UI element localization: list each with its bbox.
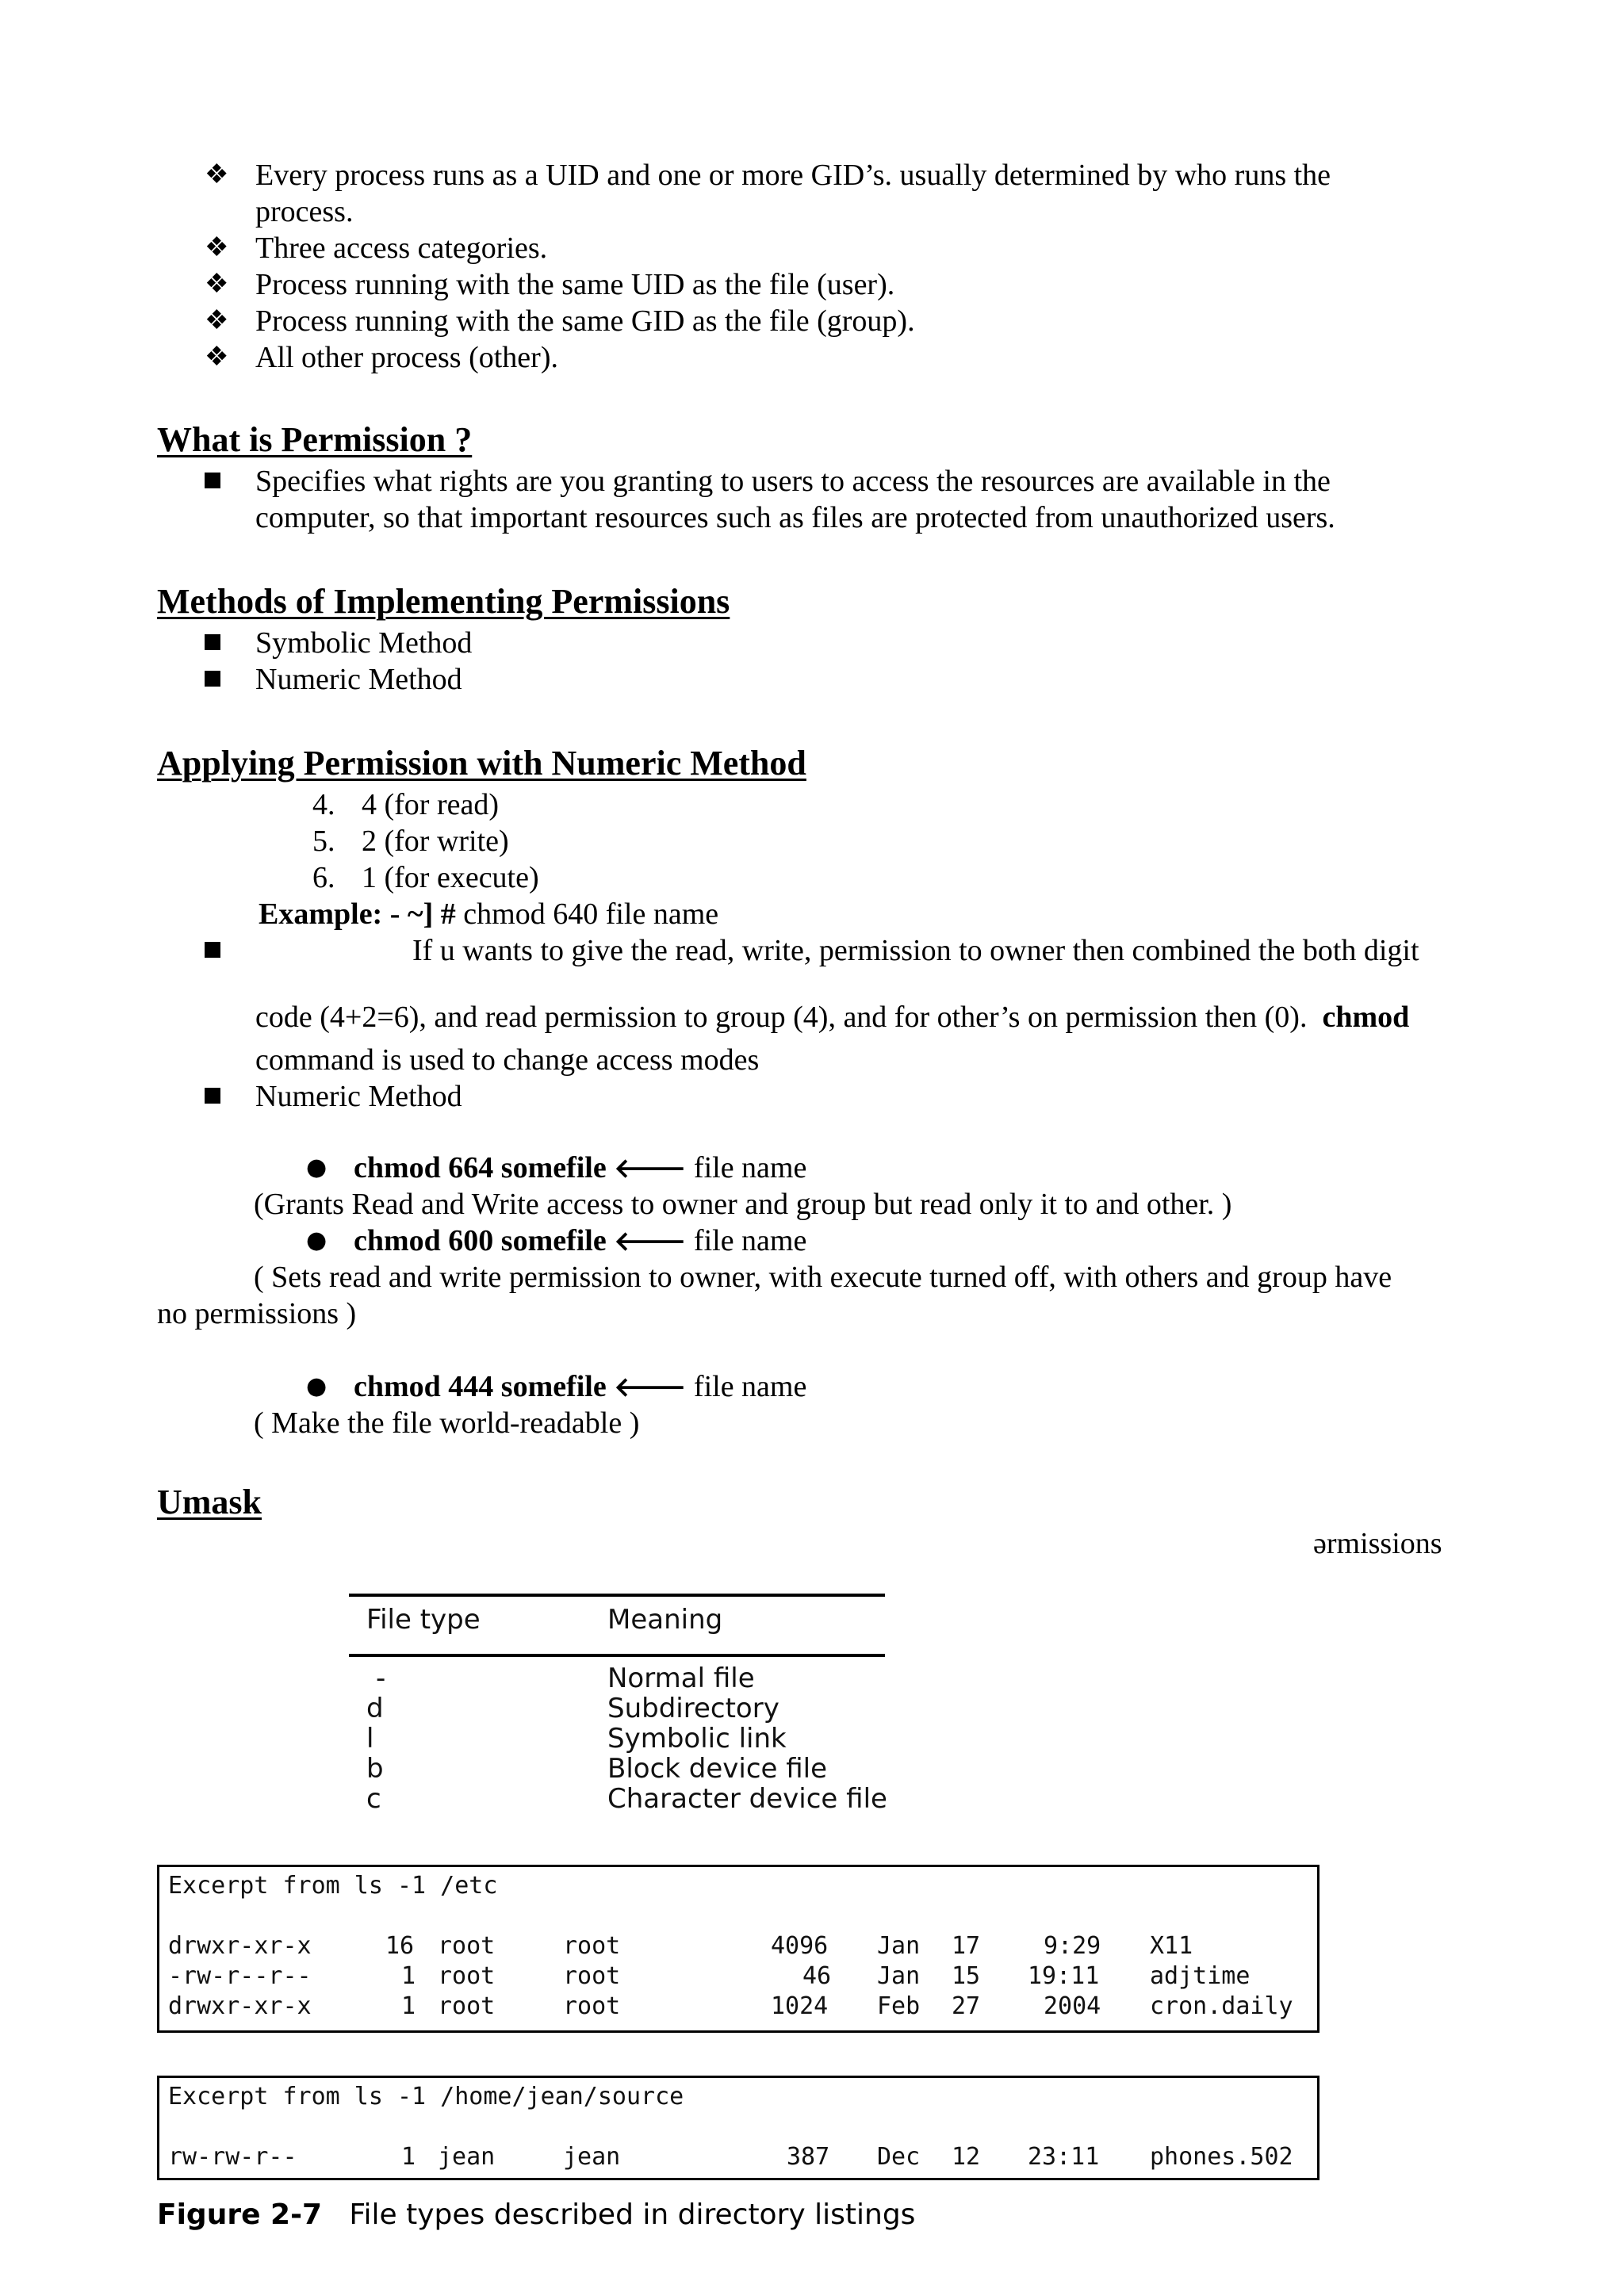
- numbered-index: 4.: [312, 788, 335, 821]
- listing-cell-size: 387: [787, 2143, 830, 2171]
- chmod-example-suffix: file name: [693, 1151, 807, 1184]
- listing-etc-title: Excerpt from ls -1 /etc: [168, 1872, 498, 1900]
- listing-cell-links: 1: [401, 1962, 416, 1990]
- square-bullet-icon: [205, 625, 220, 661]
- section-heading-permission: What is Permission ?: [157, 420, 473, 459]
- listing-cell-group: root: [563, 1962, 621, 1990]
- diamond-bullet-icon: ❖: [205, 306, 229, 335]
- round-bullet-icon: ●: [306, 1372, 327, 1400]
- round-bullet-icon: ●: [306, 1154, 327, 1181]
- listing-cell-time: 9:29: [1044, 1932, 1101, 1960]
- chmod-example-description: (Grants Read and Write access to owner and group but read only it to and other. ): [254, 1188, 1232, 1221]
- figure-caption-text: File types described in directory listings: [349, 2198, 916, 2231]
- listing-cell-owner: jean: [438, 2143, 496, 2171]
- listing-cell-perms: drwxr-xr-x: [168, 1932, 312, 1960]
- listing-cell-day: 17: [952, 1932, 981, 1960]
- method-item: Symbolic Method: [255, 626, 473, 660]
- table-cell-file-type: l: [366, 1723, 374, 1755]
- intro-bullet-text: Process running with the same GID as the file (group).: [255, 304, 915, 338]
- figure-caption: [157, 2198, 915, 2233]
- listing-cell-month: Dec: [877, 2143, 921, 2171]
- chmod-example: [354, 1368, 806, 1406]
- square-bullet-icon: [205, 463, 220, 499]
- listing-cell-owner: root: [438, 1962, 496, 1990]
- permission-text: computer, so that important resources such as files are protected from unauthorized users.: [255, 501, 1335, 534]
- table-cell-meaning: Block device file: [607, 1753, 828, 1785]
- diamond-bullet-icon: ❖: [205, 342, 229, 372]
- listing-cell-time: 2004: [1044, 1992, 1101, 2020]
- listing-cell-perms: rw-rw-r--: [168, 2143, 297, 2171]
- table-header-meaning: Meaning: [607, 1604, 723, 1636]
- intro-bullet-text: process.: [255, 195, 354, 228]
- table-cell-meaning: Subdirectory: [607, 1693, 779, 1724]
- umask-partial-text: ərmissions: [1313, 1527, 1442, 1560]
- diamond-bullet-icon: ❖: [205, 270, 229, 299]
- listing-cell-links: 16: [385, 1932, 415, 1960]
- table-cell-meaning: Normal file: [607, 1663, 755, 1694]
- section-heading-umask: Umask: [157, 1483, 262, 1521]
- diamond-bullet-icon: ❖: [205, 160, 229, 189]
- numeric-method-item: Numeric Method: [255, 1080, 462, 1113]
- chmod-example-command: chmod 444 somefile: [354, 1370, 607, 1403]
- chmod-example-suffix: file name: [693, 1370, 807, 1403]
- listing-cell-perms: -rw-r--r--: [168, 1962, 312, 1990]
- section-heading-methods: Methods of Implementing Permissions: [157, 582, 730, 621]
- numeric-paragraph: If u wants to give the read, write, permission to owner then combined the both digit: [412, 934, 1419, 967]
- left-arrow-icon: 🡐: [614, 1226, 687, 1257]
- listing-cell-group: root: [563, 1992, 621, 2020]
- listing-source-title: Excerpt from ls -1 /home/jean/source: [168, 2083, 684, 2110]
- table-cell-file-type: d: [366, 1693, 384, 1724]
- listing-cell-owner: root: [438, 1932, 496, 1960]
- example-line: [259, 896, 718, 932]
- numbered-item: 2 (for write): [362, 825, 509, 858]
- numeric-paragraph-text: code (4+2=6), and read permission to group (4), and for other’s on permission then (0).: [255, 1001, 1308, 1034]
- listing-cell-name: phones.502: [1150, 2143, 1293, 2171]
- chmod-example-command: chmod 600 somefile: [354, 1224, 607, 1257]
- table-header-file-type: File type: [366, 1604, 481, 1636]
- listing-cell-size: 46: [802, 1962, 832, 1990]
- square-bullet-icon: [205, 932, 220, 969]
- chmod-example-description: no permissions ): [157, 1297, 357, 1330]
- chmod-example-command: chmod 664 somefile: [354, 1151, 607, 1184]
- listing-cell-day: 15: [952, 1962, 981, 1990]
- intro-bullet-text: All other process (other).: [255, 341, 558, 374]
- diamond-bullet-icon: ❖: [205, 233, 229, 262]
- permission-text: Specifies what rights are you granting to users to access the resources are available in the: [255, 465, 1331, 498]
- table-cell-meaning: Character device file: [607, 1783, 887, 1815]
- numbered-index: 6.: [312, 861, 335, 894]
- listing-cell-links: 1: [401, 1992, 416, 2020]
- figure-caption-label: Figure 2-7: [157, 2198, 323, 2231]
- chmod-keyword: chmod: [1322, 1001, 1410, 1034]
- intro-bullet-text: Every process runs as a UID and one or more GID’s. usually determined by who runs the: [255, 159, 1331, 192]
- listing-cell-name: adjtime: [1150, 1962, 1251, 1990]
- listing-cell-month: Feb: [877, 1992, 921, 2020]
- numeric-paragraph: [255, 999, 1409, 1035]
- table-cell-file-type: c: [366, 1783, 381, 1815]
- chmod-example: [354, 1223, 806, 1260]
- listing-cell-month: Jan: [877, 1932, 921, 1960]
- listing-cell-day: 12: [952, 2143, 981, 2171]
- chmod-example: [354, 1150, 806, 1187]
- chmod-example-suffix: file name: [693, 1224, 807, 1257]
- numeric-paragraph: command is used to change access modes: [255, 1043, 760, 1077]
- listing-cell-size: 1024: [771, 1992, 829, 2020]
- listing-cell-name: X11: [1150, 1932, 1193, 1960]
- example-command: chmod 640 file name: [455, 897, 719, 931]
- round-bullet-icon: ●: [306, 1226, 327, 1254]
- table-cell-file-type: b: [366, 1753, 384, 1785]
- method-item: Numeric Method: [255, 663, 462, 696]
- numbered-index: 5.: [312, 825, 335, 858]
- left-arrow-icon: 🡐: [614, 1372, 687, 1403]
- chmod-example-description: ( Make the file world-readable ): [254, 1406, 640, 1440]
- listing-cell-owner: root: [438, 1992, 496, 2020]
- table-top-rule: [349, 1594, 885, 1597]
- square-bullet-icon: [205, 661, 220, 698]
- listing-cell-time: 23:11: [1028, 2143, 1100, 2171]
- intro-bullet-text: Process running with the same UID as the file (user).: [255, 268, 895, 301]
- numbered-item: 1 (for execute): [362, 861, 539, 894]
- listing-cell-name: cron.daily: [1150, 1992, 1293, 2020]
- square-bullet-icon: [205, 1078, 220, 1115]
- listing-cell-perms: drwxr-xr-x: [168, 1992, 312, 2020]
- listing-cell-group: jean: [563, 2143, 621, 2171]
- listing-cell-group: root: [563, 1932, 621, 1960]
- listing-cell-time: 19:11: [1028, 1962, 1100, 1990]
- table-cell-file-type: -: [376, 1663, 386, 1694]
- example-label: Example: - ~] #: [259, 897, 456, 931]
- chmod-example-description: ( Sets read and write permission to owner, with execute turned off, with others and group have: [254, 1261, 1392, 1294]
- section-heading-numeric: Applying Permission with Numeric Method: [157, 744, 806, 783]
- listing-cell-size: 4096: [771, 1932, 829, 1960]
- listing-cell-links: 1: [401, 2143, 416, 2171]
- table-header-rule: [349, 1654, 885, 1657]
- listing-cell-day: 27: [952, 1992, 981, 2020]
- table-cell-meaning: Symbolic link: [607, 1723, 787, 1755]
- intro-bullet-text: Three access categories.: [255, 232, 548, 265]
- numbered-item: 4 (for read): [362, 788, 500, 821]
- listing-cell-month: Jan: [877, 1962, 921, 1990]
- left-arrow-icon: 🡐: [614, 1153, 687, 1184]
